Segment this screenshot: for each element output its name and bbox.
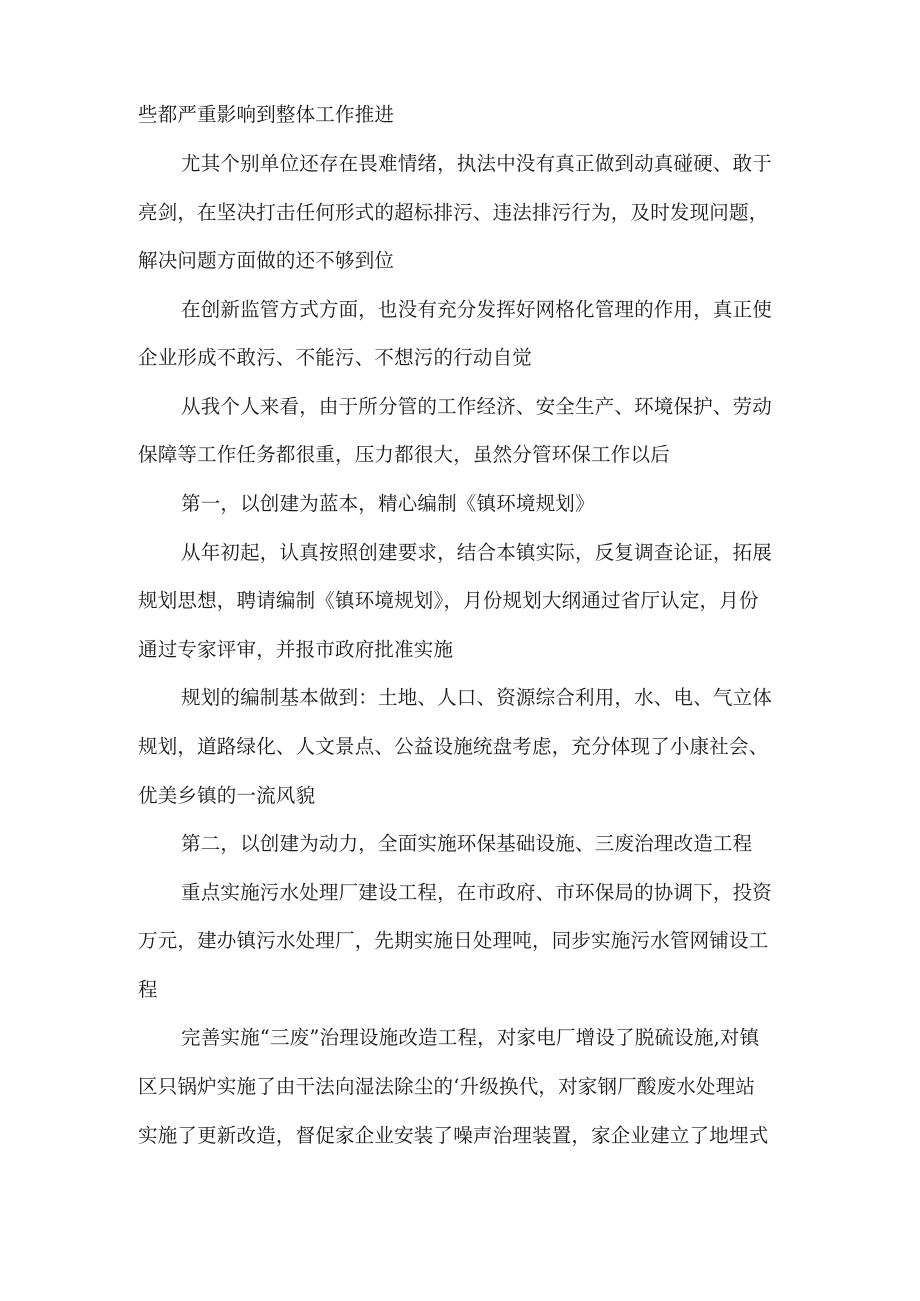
text-line: 从年初起，认真按照创建要求，结合本镇实际，反复调查论证，拓展	[181, 541, 773, 564]
text-line: 通过专家评审，并报市政府批准实施	[138, 638, 454, 661]
text-line: 企业形成不敢污、不能污、不想污的行动自觉	[138, 346, 533, 369]
text-line: 第二，以创建为动力，全面实施环保基础设施、三废治理改造工程	[181, 832, 753, 855]
text-line: 规划，道路绿化、人文景点、公益设施统盘考虑，充分体现了小康社会、	[138, 735, 769, 758]
text-line: 亮剑，在坚决打击任何形式的超标排污、违法排污行为，及时发现问题，	[138, 201, 769, 224]
text-line: 万元，建办镇污水处理厂，先期实施日处理吨，同步实施污水管网铺设工	[138, 929, 769, 952]
text-line: 规划思想，聘请编制《镇环境规划》，月份规划大纲通过省厅认定，月份	[138, 589, 759, 612]
text-line: 实施了更新改造，督促家企业安装了噪声治理装置，家企业建立了地埋式	[138, 1124, 769, 1147]
text-line: 规划的编制基本做到：土地、人口、资源综合利用，水、电、气立体	[181, 686, 773, 709]
text-line: 尤其个别单位还存在畏难情绪，执法中没有真正做到动真碰硬、敢于	[181, 152, 773, 175]
text-line: 优美乡镇的一流风貌	[138, 784, 316, 807]
text-line: 重点实施污水处理厂建设工程，在市政府、市环保局的协调下，投资	[181, 881, 773, 904]
text-line: 程	[138, 978, 158, 1001]
text-line: 完善实施“三废”治理设施改造工程，对家电厂增设了脱硫设施,对镇	[181, 1026, 760, 1049]
text-line: 些都严重影响到整体工作推进	[138, 103, 395, 126]
text-line: 解决问题方面做的还不够到位	[138, 249, 395, 272]
text-line: 第一，以创建为蓝本，精心编制《镇环境规划》	[181, 492, 595, 515]
text-line: 保障等工作任务都很重，压力都很大，虽然分管环保工作以后	[138, 443, 670, 466]
text-line: 从我个人来看，由于所分管的工作经济、安全生产、环境保护、劳动	[181, 395, 773, 418]
text-line: 区只锅炉实施了由干法向湿法除尘的‘升级换代，对家钢厂酸废水处理站	[138, 1075, 756, 1098]
text-line: 在创新监管方式方面，也没有充分发挥好网格化管理的作用，真正使	[181, 298, 773, 321]
